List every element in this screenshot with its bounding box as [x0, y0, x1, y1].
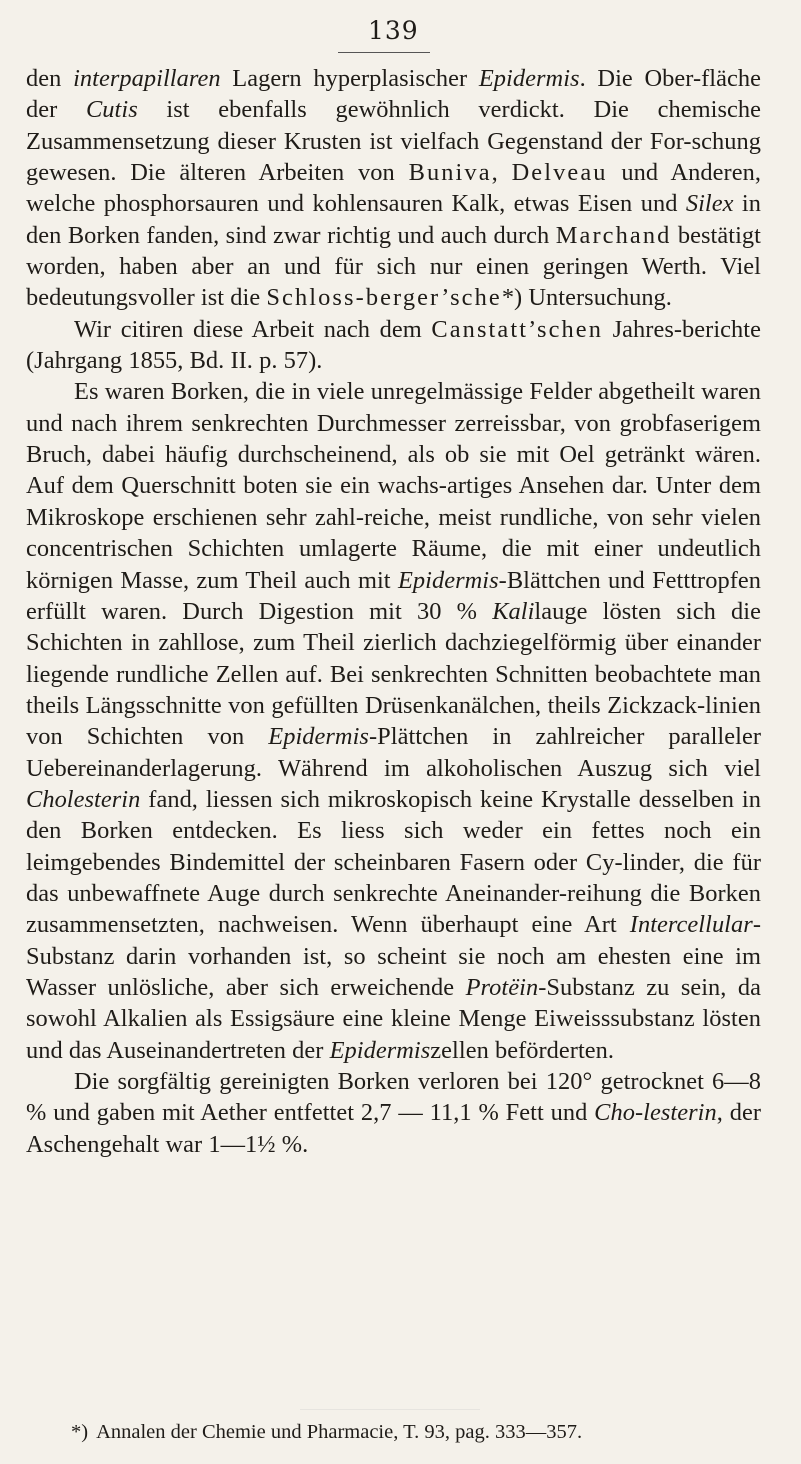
paragraph-3-segment: Intercellular — [629, 911, 753, 939]
paragraph-1-segment: . Die Ober-fläche der — [26, 65, 761, 124]
paragraph-1-segment: , — [491, 159, 512, 187]
footnote-text: Annalen der Chemie und Pharmacie, T. 93, pag. 333—357. — [96, 1421, 583, 1443]
paragraph-4 — [26, 1066, 761, 1160]
paragraph-1-segment: und Anderen, welche phosphorsauren und kohlensauren Kalk, etwas Eisen und — [26, 159, 761, 218]
paragraph-4-segment: Die sorgfältig gereinigten Borken verloren bei 120° getrocknet 6—8 % und gaben mit Aether entfettet 2,7 — 11,1 % Fett und — [26, 1068, 761, 1127]
paragraph-1-segment: Lagern hyperplasischer — [220, 65, 479, 92]
paragraph-1-segment: ist ebenfalls gewöhnlich verdickt. Die chemische Zusammensetzung dieser Krusten ist vielfach Gegenstand der For-schung gewesen. Die älteren Arbeiten von — [26, 96, 761, 187]
paragraph-3-segment: -Blättchen und Fetttropfen erfüllt waren. Durch Digestion mit 30 % — [26, 566, 761, 625]
paragraph-1-segment: Epidermis — [478, 65, 580, 92]
paragraph-2-segment: Jahres-berichte (Jahrgang 1855, Bd. II. p. 57). — [26, 315, 761, 375]
page-number: 139 — [368, 16, 419, 45]
footnote-rule — [300, 1409, 480, 1410]
paragraph-3-segment: Es waren Borken, die in viele unregelmässige Felder abgetheilt waren und nach ihrem senkrechten Durchmesser zerreissbar, von grobfaserigem Bruch, dabei häufig durchscheinend, als ob sie mit Oel getränkt wären. Auf dem Querschnitt boten sie ein wachs-artiges Ansehen dar. Unter dem Mikroskope erschienen sehr zahl-reiche, meist rundliche, von sehr vielen concentrischen Schichten umlagerte Räume, die mit einer undeutlich körnigen Masse, zum Theil auch mit — [26, 378, 761, 594]
paragraph-3-segment: fand, liessen sich mikroskopisch keine Krystalle desselben in den Borken entdecken. Es liess sich weder ein fettes noch ein leimgebendes Bindemittel der scheinbaren Fasern oder Cy-linder, die für das unbewaffnete Auge durch senkrechte Aneinander-reihung die Borken zusammensetzten, nachweisen. Wenn überhaupt eine Art — [26, 785, 761, 939]
paragraph-1-segment: interpapillaren — [73, 65, 221, 92]
paragraph-3-segment: Kali — [492, 597, 535, 625]
paragraph-1-segment: Silex — [685, 190, 734, 218]
paragraph-2-segment: Canstatt’schen — [431, 315, 604, 343]
paragraph-2-segment: Wir citiren diese Arbeit nach dem — [74, 315, 432, 343]
paragraph-1-segment: Schloss-berger’sche — [266, 284, 502, 312]
body-text — [26, 63, 761, 1160]
footnote — [71, 1419, 761, 1445]
paragraph-1-segment: *) Untersuchung. — [501, 284, 672, 312]
page-number-rule — [338, 52, 430, 53]
paragraph-2 — [26, 314, 761, 377]
paragraph-1-segment: den — [26, 65, 74, 92]
paragraph-3-segment: Cholesterin — [26, 785, 141, 813]
paragraph-3-segment: Protëin — [465, 973, 539, 1001]
paragraph-1-segment: bestätigt worden, haben aber an und für sich nur einen geringen Werth. Viel bedeutungsvoller ist die — [26, 221, 761, 312]
footnote-marker: *) — [71, 1421, 89, 1443]
paragraph-3-segment: -Plättchen in zahlreicher paralleler Uebereinanderlagerung. Während im alkoholischen Auszug sich viel — [26, 723, 762, 782]
paragraph-4-segment: , der Aschengehalt war 1—1½ %. — [26, 1099, 761, 1158]
paragraph-3 — [26, 376, 761, 1066]
paragraph-4-segment: Cho-lesterin — [594, 1099, 717, 1127]
paragraph-1 — [26, 63, 761, 314]
paragraph-3-segment: lauge lösten sich die Schichten in zahllose, zum Theil zierlich dachziegelförmig über einander liegende rundliche Zellen auf. Bei senkrechten Schnitten beobachtete man theils Längsschnitte von gefüllten Drüsenkanälchen, theils Zickzack-linien von Schichten von — [26, 597, 761, 751]
paragraph-1-segment: in den Borken fanden, sind zwar richtig und auch durch — [26, 190, 761, 249]
paragraph-1-segment: Marchand — [555, 221, 672, 249]
paragraph-3-segment: Epidermis — [268, 723, 369, 751]
paragraph-3-segment: -Substanz darin vorhanden ist, so scheint sie noch am ehesten eine im Wasser unlösliche, aber sich erweichende — [26, 911, 761, 1001]
paragraph-1-segment: Buniva — [408, 159, 492, 187]
paragraph-3-segment: Epidermis — [397, 566, 499, 594]
paragraph-3-segment: zellen beförderten. — [430, 1036, 615, 1064]
paragraph-3-segment: -Substanz zu sein, da sowohl Alkalien als Essigsäure eine kleine Menge Eiweisssubstanz lösten und das Auseinandertreten der — [26, 973, 761, 1064]
paragraph-3-segment: Epidermis — [329, 1036, 431, 1064]
paragraph-1-segment: Delveau — [511, 159, 608, 187]
paragraph-1-segment: Cutis — [85, 96, 138, 124]
